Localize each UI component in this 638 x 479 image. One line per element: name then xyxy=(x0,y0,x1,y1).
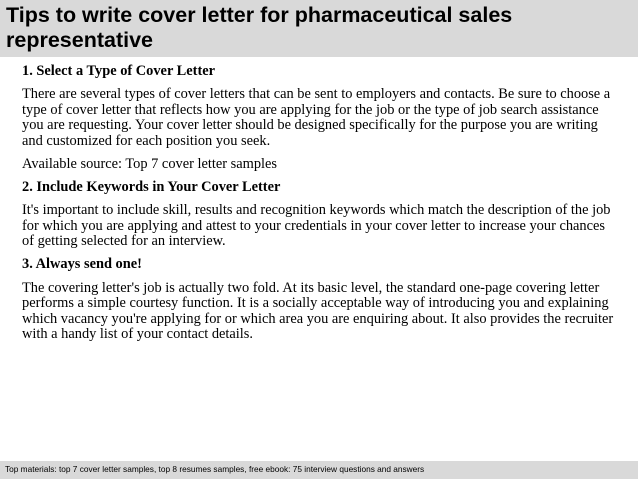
section-heading: 1. Select a Type of Cover Letter xyxy=(22,63,216,79)
section-always-send xyxy=(22,257,620,342)
slide-content xyxy=(22,64,620,350)
page-title: Tips to write cover letter for pharmaceutical sales representative xyxy=(6,3,513,52)
section-select-type xyxy=(22,64,620,173)
available-source-note: Available source: Top 7 cover letter samples xyxy=(22,155,278,172)
section-paragraph: It's important to include skill, results and recognition keywords which match the description of the job for which you are applying and attest to your credentials in your cover letter to increase your chances of getting selected for an interview. xyxy=(22,202,611,250)
title-bar xyxy=(0,0,638,57)
footer-text: Top materials: top 7 cover letter samples, top 8 resumes samples, free ebook: 75 interview questions and answers xyxy=(5,464,425,474)
footer-bar xyxy=(0,461,638,479)
section-heading: 2. Include Keywords in Your Cover Letter xyxy=(22,179,281,196)
section-paragraph: The covering letter's job is actually two fold. At its basic level, the standard one-page covering letter performs a simple courtesy function. It is a socially acceptable way of introducing you and explaining which vacancy you're applying for or which area you are enquiring about. It also provides the recruiter with a handy list of your contact details. xyxy=(22,279,614,343)
section-keywords xyxy=(22,180,620,250)
section-heading: 3. Always send one! xyxy=(22,256,142,273)
section-paragraph: There are several types of cover letters that can be sent to employers and contacts. Be sure to choose a type of cover letter that reflects how you are applying for the job or the type of job search assistance you are requesting. Your cover letter should be designed specifically for the purpose you are writing and customized for each position you seek. xyxy=(22,86,611,149)
